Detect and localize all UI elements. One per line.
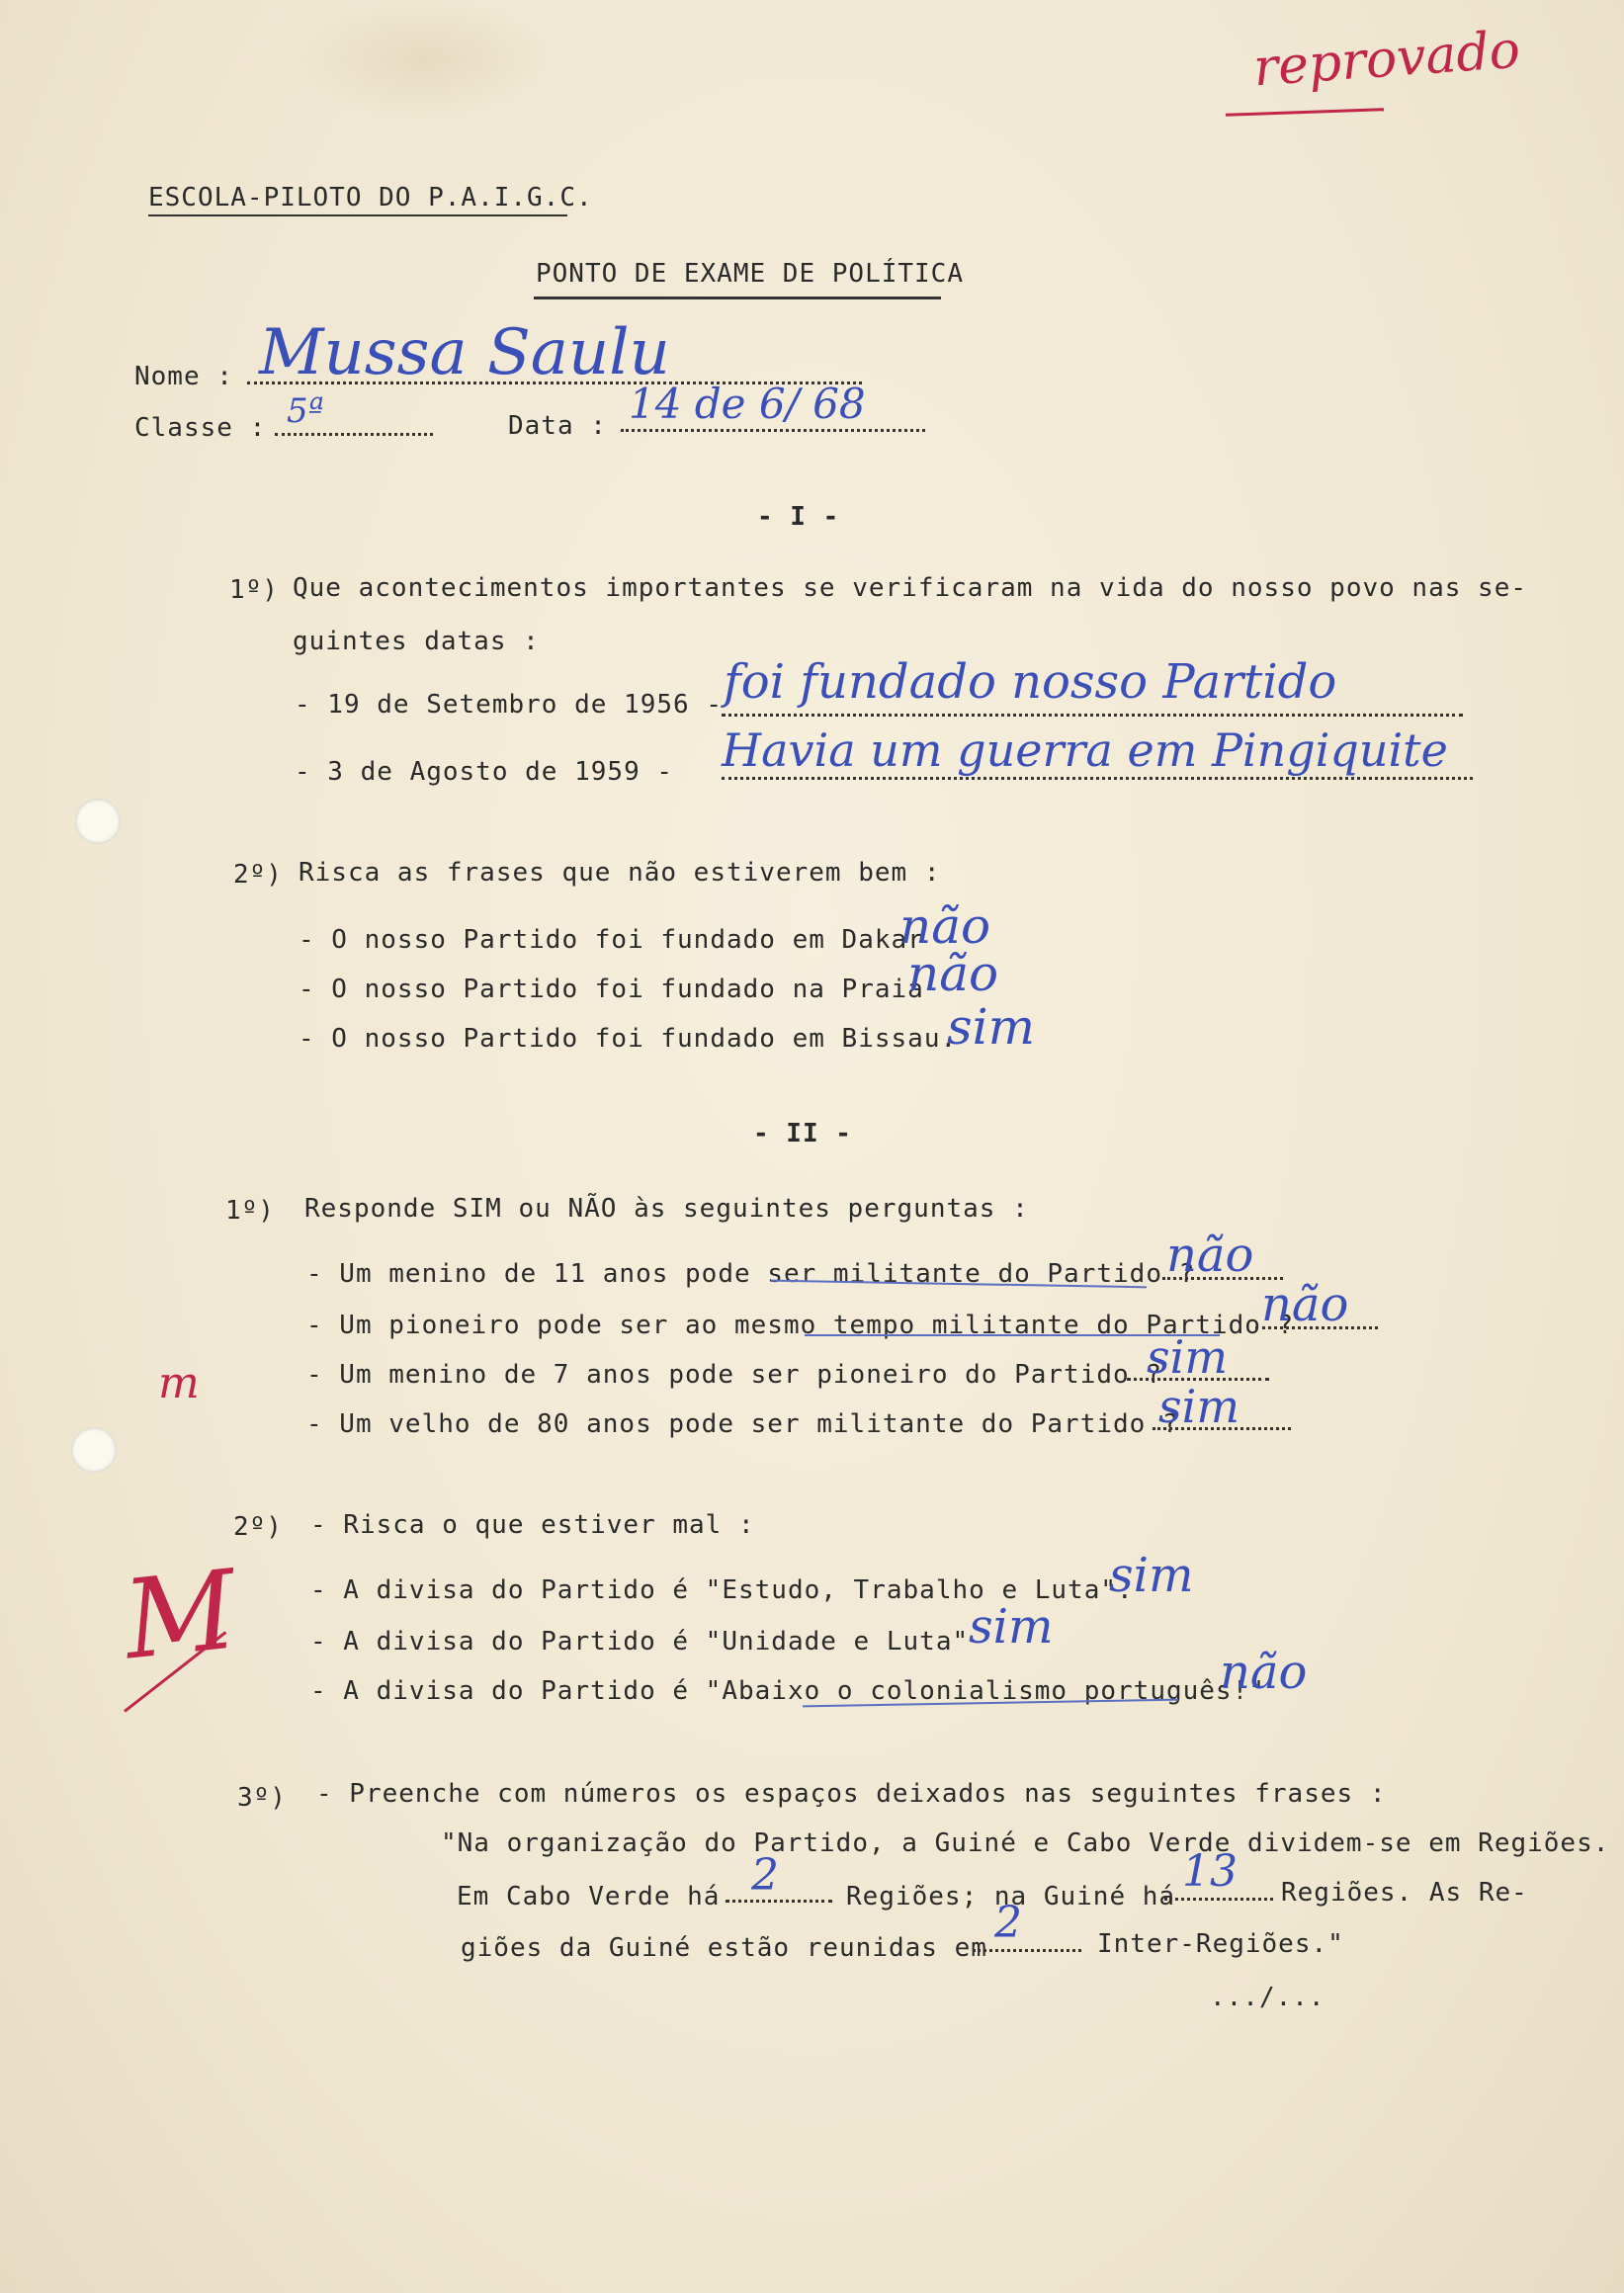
s1-q1-item-1-line <box>722 714 1463 717</box>
exam-title: PONTO DE EXAME DE POLÍTICA <box>536 259 964 289</box>
s2-q3-answer-3: 2 <box>994 1898 1022 1948</box>
paper-stain <box>297 0 554 119</box>
s1-q2-item-3-label: - O nosso Partido foi fundado em Bissau. <box>299 1024 958 1054</box>
s2-q2-item-1-label: - A divisa do Partido é "Estudo, Trabalho e Luta". <box>310 1575 1134 1605</box>
s2-q2-item-1-answer: sim <box>1109 1548 1194 1603</box>
classe-line <box>275 433 433 436</box>
s2-q2-item-3-label: - A divisa do Partido é "Abaixo o colonialismo português!" <box>310 1676 1265 1706</box>
s2-q1-item-2-label: - Um pioneiro pode ser ao mesmo tempo militante do Partido ? <box>306 1311 1295 1340</box>
s2-q3-blank-2 <box>1164 1898 1273 1901</box>
s1-q1-item-2-line <box>722 777 1473 780</box>
s2-q3-blank-1 <box>726 1900 832 1903</box>
s1-q1-item-2-label: - 3 de Agosto de 1959 - <box>295 757 674 787</box>
s1-q2-text: Risca as frases que não estiverem bem : <box>299 858 941 888</box>
s2-q2-item-3-answer: não <box>1220 1645 1308 1700</box>
margin-mark-M: M <box>118 1546 243 1684</box>
s2-q1-item-1-answer: não <box>1166 1228 1254 1283</box>
s2-q3-blank-3 <box>973 1949 1081 1952</box>
s1-q1-text-line2: guintes datas : <box>293 627 540 656</box>
s2-q2-item-2-label: - A divisa do Partido é "Unidade e Luta" <box>310 1627 970 1656</box>
s1-q2-item-2-label: - O nosso Partido foi fundado na Praia <box>299 975 924 1004</box>
s2-q3-line2-part3: Regiões. As Re- <box>1281 1878 1528 1908</box>
section-1-heading: - I - <box>757 502 840 532</box>
s1-q1-number: 1º) <box>229 575 279 605</box>
margin-mark-m: m <box>158 1358 200 1408</box>
s2-q3-line2-part1: Em Cabo Verde há <box>457 1882 721 1911</box>
s2-q1-item-3-label: - Um menino de 7 anos pode ser pioneiro do Partido ? <box>306 1360 1162 1390</box>
data-label: Data : <box>508 411 607 441</box>
s2-q1-number: 1º) <box>225 1196 275 1226</box>
s2-q3-line1: "Na organização do Partido, a Guiné e Cabo Verde dividem-se em Regiões. <box>441 1828 1610 1858</box>
nome-label: Nome : <box>134 362 233 391</box>
data-value: 14 de 6/ 68 <box>629 380 866 428</box>
school-name: ESCOLA-PILOTO DO P.A.I.G.C. <box>148 183 593 212</box>
data-line <box>621 429 925 432</box>
s2-q1-item-1-label: - Um menino de 11 anos pode ser militante do Partido ? <box>306 1259 1196 1289</box>
title-underline <box>534 297 941 299</box>
s1-q1-text-line1: Que acontecimentos importantes se verificaram na vida do nosso povo nas se- <box>293 573 1527 603</box>
s2-q2-item-2-answer: sim <box>969 1599 1054 1655</box>
s2-q1-text: Responde SIM ou NÃO às seguintes perguntas : <box>304 1194 1029 1224</box>
school-underline <box>148 214 567 216</box>
grade-annotation: reprovado <box>1251 20 1522 99</box>
punch-hole-bottom <box>71 1427 117 1473</box>
s2-q3-line3-part1: giões da Guiné estão reunidas em <box>461 1933 987 1963</box>
s1-q2-item-1-answer: não <box>899 897 991 955</box>
s1-q1-item-2-answer: Havia um guerra em Pingiquite <box>722 723 1448 777</box>
s2-q1-item-3-answer: sim <box>1147 1330 1228 1384</box>
s2-q3-number: 3º) <box>237 1783 287 1813</box>
s2-q3-answer-1: 2 <box>751 1850 779 1901</box>
continuation-mark: .../... <box>1210 1983 1325 2012</box>
s2-q1-item-4-answer: sim <box>1158 1380 1239 1433</box>
s2-q2-text: - Risca o que estiver mal : <box>310 1510 755 1540</box>
s1-q1-item-1-answer: foi fundado nosso Partido <box>724 654 1337 710</box>
punch-hole-top <box>75 799 121 844</box>
s2-q1-item-4-label: - Um velho de 80 anos pode ser militante do Partido ? <box>306 1409 1179 1439</box>
s2-q2-number: 2º) <box>233 1512 283 1542</box>
s2-q1-item-2-answer: não <box>1261 1277 1349 1332</box>
classe-label: Classe : <box>134 413 267 443</box>
s2-q3-line2-part2: Regiões; na Guiné há <box>846 1882 1176 1911</box>
grade-underline <box>1226 108 1384 117</box>
section-2-heading: - II - <box>753 1119 852 1148</box>
s2-q3-line3-part2: Inter-Regiões." <box>1097 1929 1344 1959</box>
s1-q2-item-2-answer: não <box>907 945 999 1002</box>
s1-q2-item-1-label: - O nosso Partido foi fundado em Dakar <box>299 925 924 955</box>
classe-value: 5ª <box>287 391 324 431</box>
s1-q2-number: 2º) <box>233 860 283 890</box>
s1-q1-item-1-label: - 19 de Setembro de 1956 - <box>295 690 723 720</box>
nome-value: Mussa Saulu <box>259 316 670 389</box>
s2-q3-answer-2: 13 <box>1182 1846 1238 1897</box>
s1-q2-item-3-answer: sim <box>947 998 1036 1056</box>
s2-q3-text: - Preenche com números os espaços deixados nas seguintes frases : <box>316 1779 1387 1809</box>
